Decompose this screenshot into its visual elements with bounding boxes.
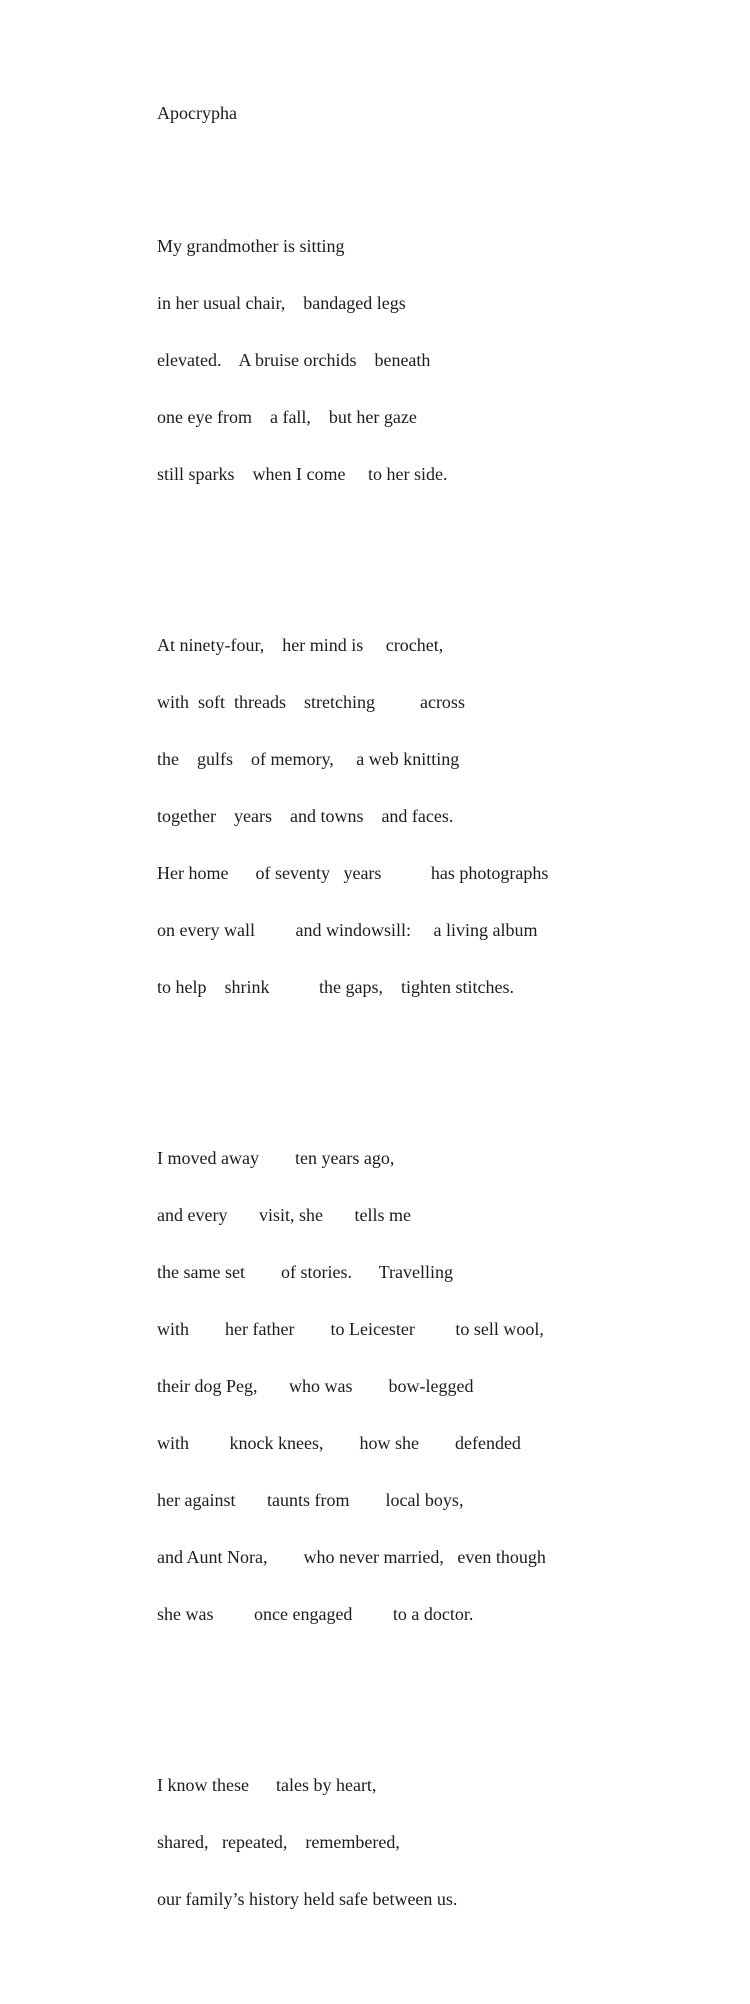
stanza-1: [157, 199, 548, 522]
poem-line: to help shrink the gaps, tighten stitches.: [157, 977, 514, 997]
poem-line: At ninety-four, her mind is crochet,: [157, 635, 444, 655]
poem-line: our family’s history held safe between us.: [157, 1889, 458, 1909]
poem-line: and every visit, she tells me: [157, 1205, 411, 1225]
poem-line: in her usual chair, bandaged legs: [157, 293, 406, 313]
poem-body: [157, 47, 548, 2004]
poem-line: the same set of stories. Travelling: [157, 1262, 453, 1282]
poem-line: her against taunts from local boys,: [157, 1490, 464, 1510]
poem-line: with soft threads stretching across: [157, 692, 465, 712]
stanza-2: [157, 598, 548, 1035]
poem-line: she was once engaged to a doctor.: [157, 1604, 474, 1624]
poem-line: together years and towns and faces.: [157, 806, 454, 826]
poem-line: elevated. A bruise orchids beneath: [157, 350, 431, 370]
poem-line: with her father to Leicester to sell wool,: [157, 1319, 544, 1339]
poem-line: and Aunt Nora, who never married, even though: [157, 1547, 546, 1567]
poem-line: still sparks when I come to her side.: [157, 464, 448, 484]
poem-line: on every wall and windowsill: a living album: [157, 920, 538, 940]
poem-line: shared, repeated, remembered,: [157, 1832, 400, 1852]
poem-line: the gulfs of memory, a web knitting: [157, 749, 460, 769]
poem-line: with knock knees, how she defended: [157, 1433, 521, 1453]
poem-title: Apocrypha: [157, 103, 237, 123]
poem-line: I moved away ten years ago,: [157, 1148, 395, 1168]
stanza-4: [157, 1738, 548, 1947]
poem-line: My grandmother is sitting: [157, 236, 345, 256]
poem-line: one eye from a fall, but her gaze: [157, 407, 417, 427]
poem-line: I know these tales by heart,: [157, 1775, 377, 1795]
stanza-3: [157, 1111, 548, 1662]
poem-line: Her home of seventy years has photographs: [157, 863, 549, 883]
poem-line: their dog Peg, who was bow-legged: [157, 1376, 474, 1396]
